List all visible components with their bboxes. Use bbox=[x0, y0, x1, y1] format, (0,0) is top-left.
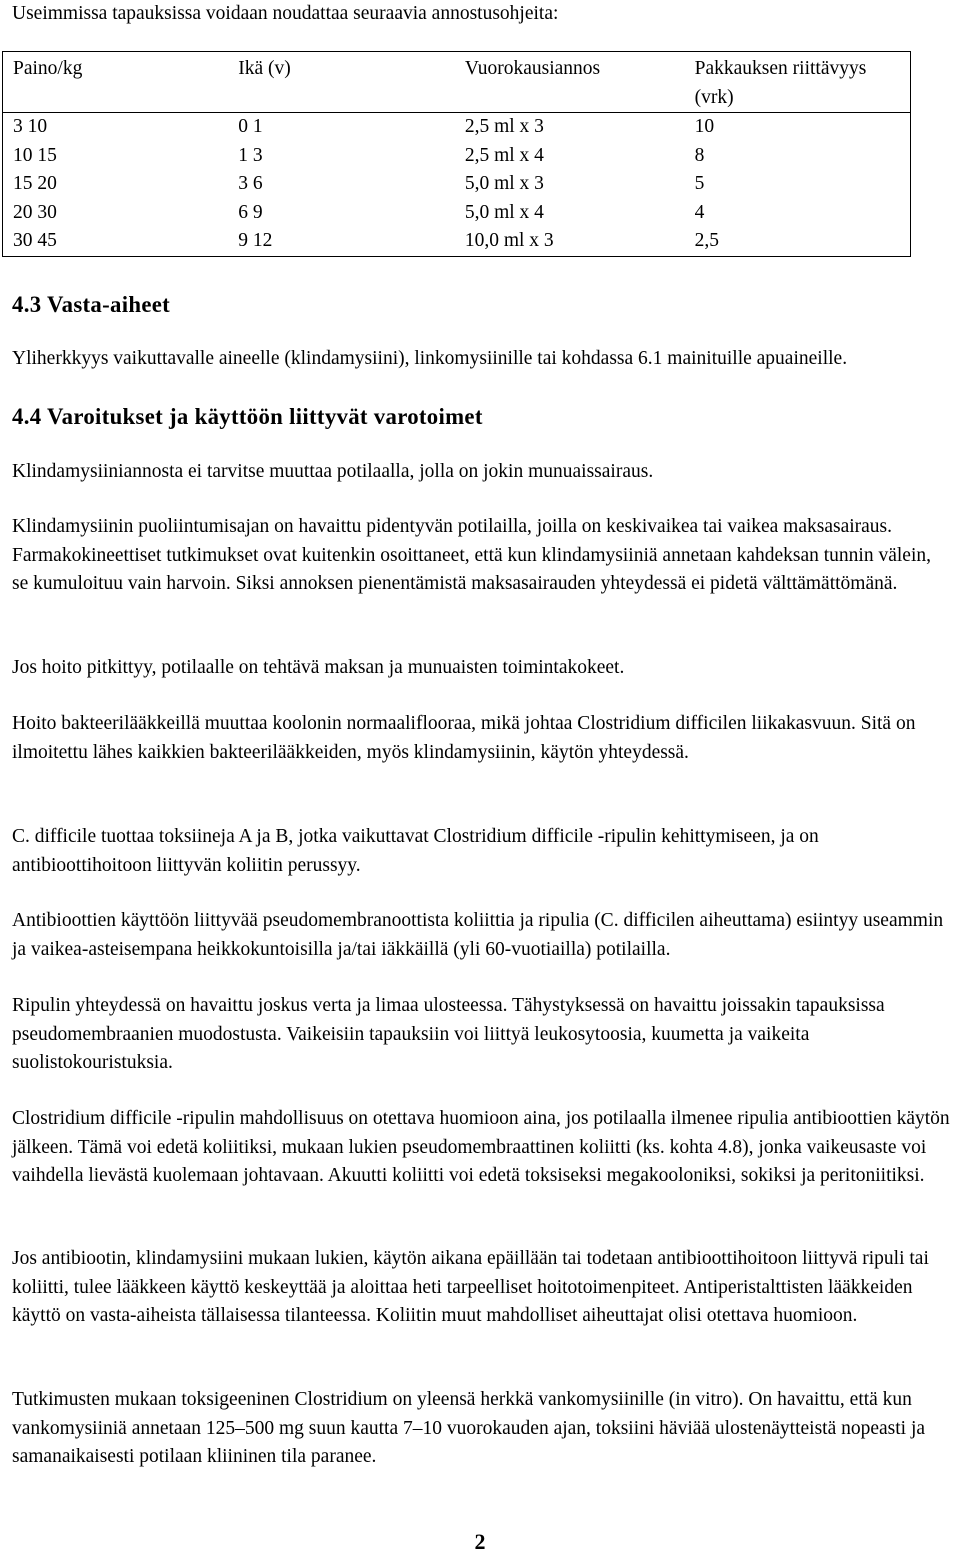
warnings-paragraph: Jos antibiootin, klindamysiini mukaan lukien, käytön aikana epäillään tai todetaan antibioottihoitoon liittyvä ripuli tai koliitti, tulee lääkkeen käyttö keskeyttää ja aloittaa heti tarpeelliset hoitotoimenpiteet. Antiperistalttisten lääkkeiden käyttö on vasta-aiheista tällaisessa tilanteessa. Koliitin muut mahdolliset aiheuttajat olisi otettava huomioon. bbox=[12, 1248, 929, 1326]
warnings-paragraph: Ripulin yhteydessä on havaittu joskus verta ja limaa ulosteessa. Tähystyksessä on havaittu joissakin tapauksissa pseudomembraanien muodostusta. Vaikeisiin tapauksiin voi liittyä leukosytoosia, kuumetta ja vaikeita suolistokouristuksia. bbox=[12, 995, 885, 1073]
table-cell: 4 bbox=[694, 201, 705, 223]
table-cell: 6 9 bbox=[238, 201, 263, 223]
table-cell: 10,0 ml x 3 bbox=[464, 230, 554, 251]
table-cell: 15 20 bbox=[13, 173, 57, 194]
section-heading-contraindications: 4.3 Vasta-aiheet bbox=[12, 292, 171, 317]
table-cell: 5,0 ml x 4 bbox=[464, 201, 544, 223]
intro-text: Useimmissa tapauksissa voidaan noudattaa seuraavia annostusohjeita: bbox=[12, 3, 559, 24]
warnings-paragraph: Tutkimusten mukaan toksigeeninen Clostridium on yleensä herkkä vankomysiinille (in vitro). On havaittu, että kun vankomysiiniä annetaan 125–500 mg suun kautta 7–10 vuorokauden ajan, toksiini häviää ulostenäytteistä nopeasti ja samanaikaisesti potilaan kliininen tila paranee. bbox=[12, 1389, 926, 1467]
table-cell: 1 3 bbox=[238, 144, 263, 166]
table-cell: 3 10 bbox=[13, 116, 48, 137]
table-cell: 5 bbox=[694, 173, 705, 194]
header-age: Ikä (v) bbox=[228, 52, 455, 113]
section-heading-warnings: 4.4 Varoitukset ja käyttöön liittyvät varotoimet bbox=[12, 404, 483, 429]
table-cell: 8 bbox=[694, 144, 705, 166]
table-cell: 10 bbox=[694, 116, 715, 137]
header-weight: Paino/kg bbox=[3, 52, 229, 113]
table-row bbox=[3, 142, 911, 171]
warnings-paragraph: Jos hoito pitkittyy, potilaalle on tehtävä maksan ja munuaisten toimintakokeet. bbox=[12, 657, 625, 678]
page-number: 2 bbox=[474, 1529, 486, 1554]
warnings-paragraph: Klindamysiiniannosta ei tarvitse muuttaa potilaalla, jolla on jokin munuaissairaus. bbox=[12, 461, 654, 482]
table-cell: 30 45 bbox=[13, 230, 57, 251]
header-package-duration: Pakkauksen riittävyys (vrk) bbox=[685, 52, 911, 113]
table-cell: 2,5 ml x 3 bbox=[464, 116, 544, 137]
dosage-table bbox=[2, 51, 911, 257]
warnings-paragraph: Clostridium difficile -ripulin mahdollisuus on otettava huomioon aina, jos potilaalla ilmenee ripulia antibioottien käytön jälkeen. Tämä voi edetä koliitiksi, mukaan lukien pseudomembraattinen koliitti (ks. kohta 4.8), jonka vaikeusaste voi vaihdella lievästä kuolemaan johtavaan. Akuutti koliitti voi edetä toksiseksi megakooloniksi, sokiksi ja peritoniitiksi. bbox=[12, 1108, 950, 1186]
warnings-paragraph: C. difficile tuottaa toksiineja A ja B, jotka vaikuttavat Clostridium difficile -ripulin kehittymiseen, ja on antibioottihoitoon liittyvän koliitin perussyy. bbox=[12, 826, 819, 876]
table-cell: 9 12 bbox=[238, 230, 273, 251]
table-row bbox=[3, 113, 911, 142]
table-cell: 2,5 ml x 4 bbox=[464, 144, 544, 166]
contraindications-text: Yliherkkyys vaikuttavalle aineelle (klindamysiini), linkomysiinille tai kohdassa 6.1 mainituille apuaineille. bbox=[12, 348, 848, 369]
table-cell: 5,0 ml x 3 bbox=[464, 173, 544, 194]
header-daily-dose: Vuorokausiannos bbox=[455, 52, 685, 113]
table-cell: 2,5 bbox=[694, 230, 720, 251]
table-cell: 0 1 bbox=[238, 116, 263, 137]
table-cell: 10 15 bbox=[13, 144, 57, 166]
table-row bbox=[3, 227, 911, 256]
table-header-row bbox=[3, 52, 911, 113]
table-cell: 3 6 bbox=[238, 173, 263, 194]
table-row bbox=[3, 199, 911, 228]
warnings-paragraph: Klindamysiinin puoliintumisajan on havaittu pidentyvän potilailla, joilla on keskivaikea tai vaikea maksasairaus. Farmakokineettiset tutkimukset ovat kuitenkin osoittaneet, että kun klindamysiiniä annetaan kahdeksan tunnin välein, se kumuloituu vain harvoin. Siksi annoksen pienentämistä maksasairauden yhteydessä ei pidetä välttämättömänä. bbox=[12, 516, 931, 594]
warnings-paragraph: Antibioottien käyttöön liittyvää pseudomembranoottista koliittia ja ripulia (C. difficilen aiheuttama) esiintyy useammin ja vaikea-asteisempana heikkokuntoisilla ja/tai iäkkäillä (yli 60-vuotiailla) potilailla. bbox=[12, 910, 944, 960]
warnings-paragraph: Hoito bakteerilääkkeillä muuttaa koolonin normaaliflooraa, mikä johtaa Clostridium difficilen liikakasvuun. Sitä on ilmoitettu lähes kaikkien bakteerilääkkeiden, myös klindamysiinin, käytön yhteydessä. bbox=[12, 713, 916, 763]
table-row bbox=[3, 170, 911, 199]
table-cell: 20 30 bbox=[13, 201, 57, 223]
